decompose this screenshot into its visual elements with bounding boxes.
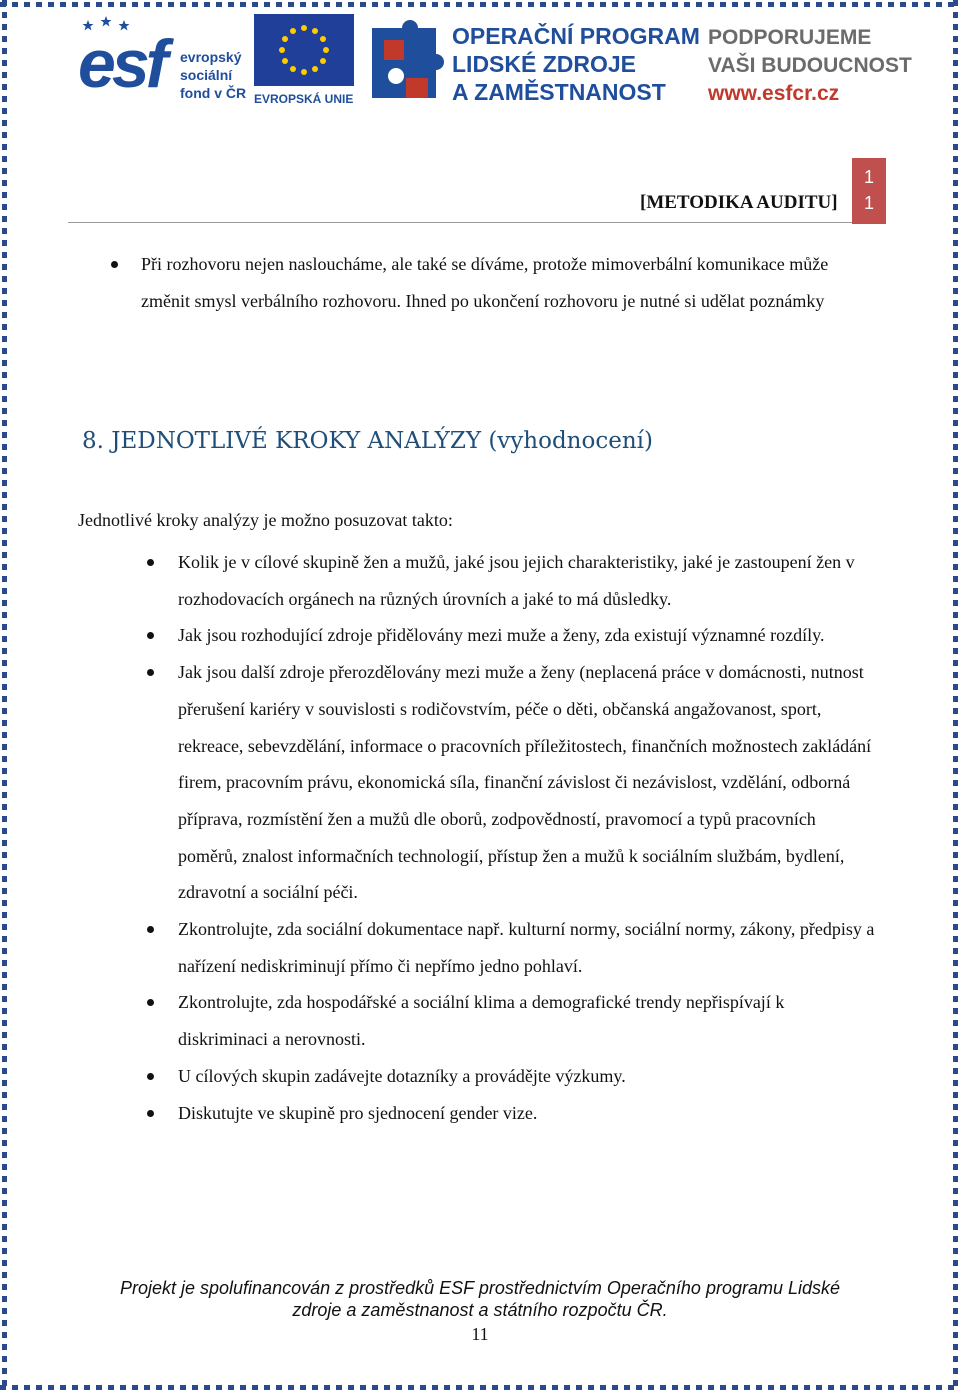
page-number-box	[852, 158, 886, 224]
intro-paragraph: Jednotlivé kroky analýzy je možno posuzovat takto:	[78, 510, 453, 530]
eu-flag-icon	[254, 14, 354, 86]
claim-line-1: PODPORUJEME	[708, 26, 872, 49]
op-logo	[366, 18, 700, 108]
list-item: Zkontrolujte, zda hospodářské a sociální klima a demografické trendy nepřispívají k diskriminaci a nerovnosti.	[178, 984, 878, 1057]
list-item: Diskutujte ve skupině pro sjednocení gender vize.	[178, 1095, 878, 1132]
esf-logo	[78, 16, 250, 108]
op-logo-text	[452, 22, 700, 106]
eu-caption: EVROPSKÁ UNIE	[254, 92, 354, 106]
page-box-top: 1	[863, 167, 874, 187]
esf-mark: esf	[78, 26, 165, 102]
list-item: Jak jsou rozhodující zdroje přidělovány mezi muže a ženy, zda existují významné rozdíly.	[178, 617, 878, 654]
footer-note	[60, 1277, 900, 1321]
esf-line-2: sociální	[180, 67, 233, 83]
esf-line-3: fond v ČR	[180, 85, 247, 101]
list-item: U cílových skupin zadávejte dotazníky a provádějte výzkumy.	[178, 1058, 878, 1095]
section-heading: 8. JEDNOTLIVÉ KROKY ANALÝZY (vyhodnocení)	[82, 428, 653, 454]
footer-line-1: Projekt je spolufinancován z prostředků ESF prostřednictvím Operačního programu Lidské	[119, 1278, 841, 1298]
esf-logo-text	[180, 48, 246, 102]
page-box-bottom: 1	[863, 193, 874, 213]
puzzle-people-icon	[366, 18, 446, 108]
eu-logo	[254, 14, 354, 108]
list-item: Zkontrolujte, zda sociální dokumentace např. kulturní normy, sociální normy, zákony, předpisy a nařízení nediskriminují přímo či nepřímo jedno pohlaví.	[178, 911, 878, 984]
list-item: Při rozhovoru nejen nasloucháme, ale také se díváme, protože mimoverbální komunikace může změnit smysl verbálního rozhovoru. Ihned po ukončení rozhovoru je nutné si udělat poznámky	[141, 246, 876, 319]
page-number: 11	[471, 1324, 489, 1344]
claim-url: www.esfcr.cz	[708, 82, 840, 105]
claim-line-2: VAŠI BUDOUCNOST	[708, 54, 912, 77]
analysis-steps-list	[178, 544, 878, 1131]
claim-logo	[708, 24, 912, 108]
header-rule	[68, 222, 852, 223]
list-item: Jak jsou další zdroje přerozdělovány mezi muže a ženy (neplacená práce v domácnosti, nutnost přerušení kariéry v souvislosti s rodičovstvím, péče o děti, občanská angažovanost, sport, rekreace, sebevzdělání, informace o pracovních příležitostech, finančních možnostech zakládání firem, pracovním právu, ekonomická síla, finanční závislost či nezávislost, vzdělání, odborná příprava, rozmístění žen a mužů dle oborů, zodpovědností, pravomocí a typů pracovních poměrů, znalost informačních technologií, přístup žen a mužů k sociálním službám, bydlení, zdravotní a sociální péči.	[178, 654, 878, 911]
top-bullet-list	[141, 246, 876, 319]
esf-line-1: evropský	[180, 49, 242, 65]
op-line-2: LIDSKÉ ZDROJE	[452, 51, 637, 77]
op-line-1: OPERAČNÍ PROGRAM	[452, 23, 700, 49]
op-line-3: A ZAMĚSTNANOST	[452, 79, 666, 105]
list-item: Kolik je v cílové skupině žen a mužů, jaké jsou jejich charakteristiky, jaké je zastoupení žen v rozhodovacích orgánech na různých úrovních a jaké to má důsledky.	[178, 544, 878, 617]
footer-line-2: zdroje a zaměstnanost a státního rozpočtu ČR.	[292, 1300, 668, 1320]
running-title: [METODIKA AUDITU]	[640, 192, 838, 213]
